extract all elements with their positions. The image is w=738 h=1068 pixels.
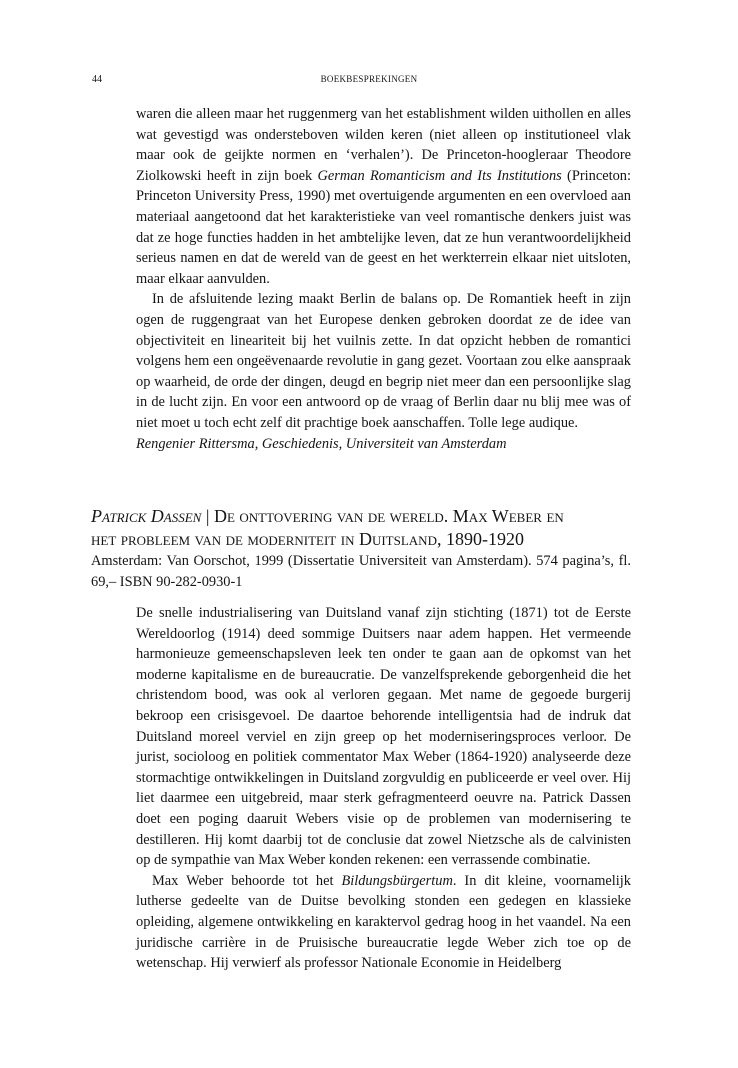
- review2-paragraph-2: Max Weber behoorde tot het Bildungsbürgertum. In dit kleine, voornamelijk lutherse gedeelte van de Duitse bevolking stonden een gedegen en klassieke opleiding, algemene ontwikkeling en karaktervol gedrag hoog in het vaandel. Na een juridische carrière in de Pruisische bureaucratie legde Weber zich toe op de wetenschap. Hij verwierf als professor Nationale Economie in Heidelberg: [136, 872, 631, 972]
- review2-header: [91, 505, 631, 592]
- term-bildungsburgertum: Bildungsbürgertum: [341, 872, 453, 889]
- reviewer-signature: Rengenier Rittersma, Geschiedenis, Universiteit van Amsterdam: [136, 435, 507, 452]
- running-head: BOEKBESPREKINGEN: [320, 74, 418, 84]
- review-continuation: [136, 104, 631, 454]
- book-title: De onttovering van de wereld. Max Weber en: [213, 506, 564, 526]
- review2-paragraph-1: De snelle industrialisering van Duitsland vanaf zijn stichting (1871) tot de Eerste Wereldoorlog (1914) deed sommige Duitsers naar adem happen. Het vermeende harmonieuze gemeenschapsleven leek ten onder te gaan aan de opkomst van het moderne kapitalisme en de bureaucratie. De vanzelfsprekende geborgenheid die het christendom bood, was ook al verloren gegaan. Met name de gegoede burgerij bekroop een crisisgevoel. De daartoe behorende intelligentsia had de indruk dat Duitsland moreel verviel en zijn greep op het moderniseringsproces verloor. De jurist, socioloog en politiek commentator Max Weber (1864-1920) analyseerde deze stormachtige ontwikkelingen in Duitsland zorgvuldig en publiceerde er veel over. Hij liet daarmee een uitgebreid, maar sterk gefragmenteerd oeuvre na. Patrick Dassen doet een poging daaruit Webers visie op de problemen van modernisering te destilleren. Hij komt daarbij tot de conclusie dat zowel Nietzsche als de calvinisten op de sympathie van Max Weber konden rekenen: een verrassende combinatie.: [136, 605, 631, 869]
- review1-paragraph-1: waren die alleen maar het ruggenmerg van het establishment wilden uithollen en alles wat gevestigd was ondersteboven wilden keren (niet alleen op institutioneel vlak maar ook de geijkte normen en ‘verhalen’). De Princeton-hoogleraar Theodore Ziolkowski heeft in zijn boek German Romanticism and Its Institutions (Princeton: Princeton University Press, 1990) met overtuigende argumenten en een overvloed aan materiaal aangetoond dat het karakteristieke van veel romantische denkers juist was dat ze hoge functies hadden in het ambtelijke leven, dat ze hun verantwoordelijkheid serieus namen en dat de wereld van de geest en het werkterrein elkaar niet uitsloten, maar elkaar aanvulden.: [136, 106, 631, 287]
- review2-body: [136, 603, 631, 974]
- book-author: Patrick Dassen: [91, 506, 202, 526]
- book-title-ziolkowski: German Romanticism and Its Institutions: [317, 167, 562, 184]
- review2-title-line-1: Patrick Dassen | De onttovering van de wereld. Max Weber en: [91, 506, 564, 526]
- review2-title-line-2: het probleem van de moderniteit in Duitsland, 1890-1920: [91, 529, 524, 549]
- page-number: 44: [92, 74, 102, 85]
- publication-info: Amsterdam: Van Oorschot, 1999 (Dissertatie Universiteit van Amsterdam). 574 pagina’s, fl. 69,– ISBN 90-282-0930-1: [91, 553, 631, 590]
- review1-paragraph-2: In de afsluitende lezing maakt Berlin de balans op. De Romantiek heeft in zijn ogen de ruggengraat van het Europese denken gebroken doordat ze de idee van objectiviteit en lineariteit bij het vuilnis zette. In dat opzicht hebben de romantici volgens hem een ongeëvenaarde revolutie in gang gezet. Voortaan zou elke aanspraak op waarheid, de orde der dingen, deugd en begrip niet meer dan een persoonlijke slag in de lucht zijn. En voor een antwoord op de vraag of Berlin daar nu blij mee was of niet moet u toch echt zelf dit prachtige boek aanschaffen. Tolle lege audique.: [136, 291, 631, 431]
